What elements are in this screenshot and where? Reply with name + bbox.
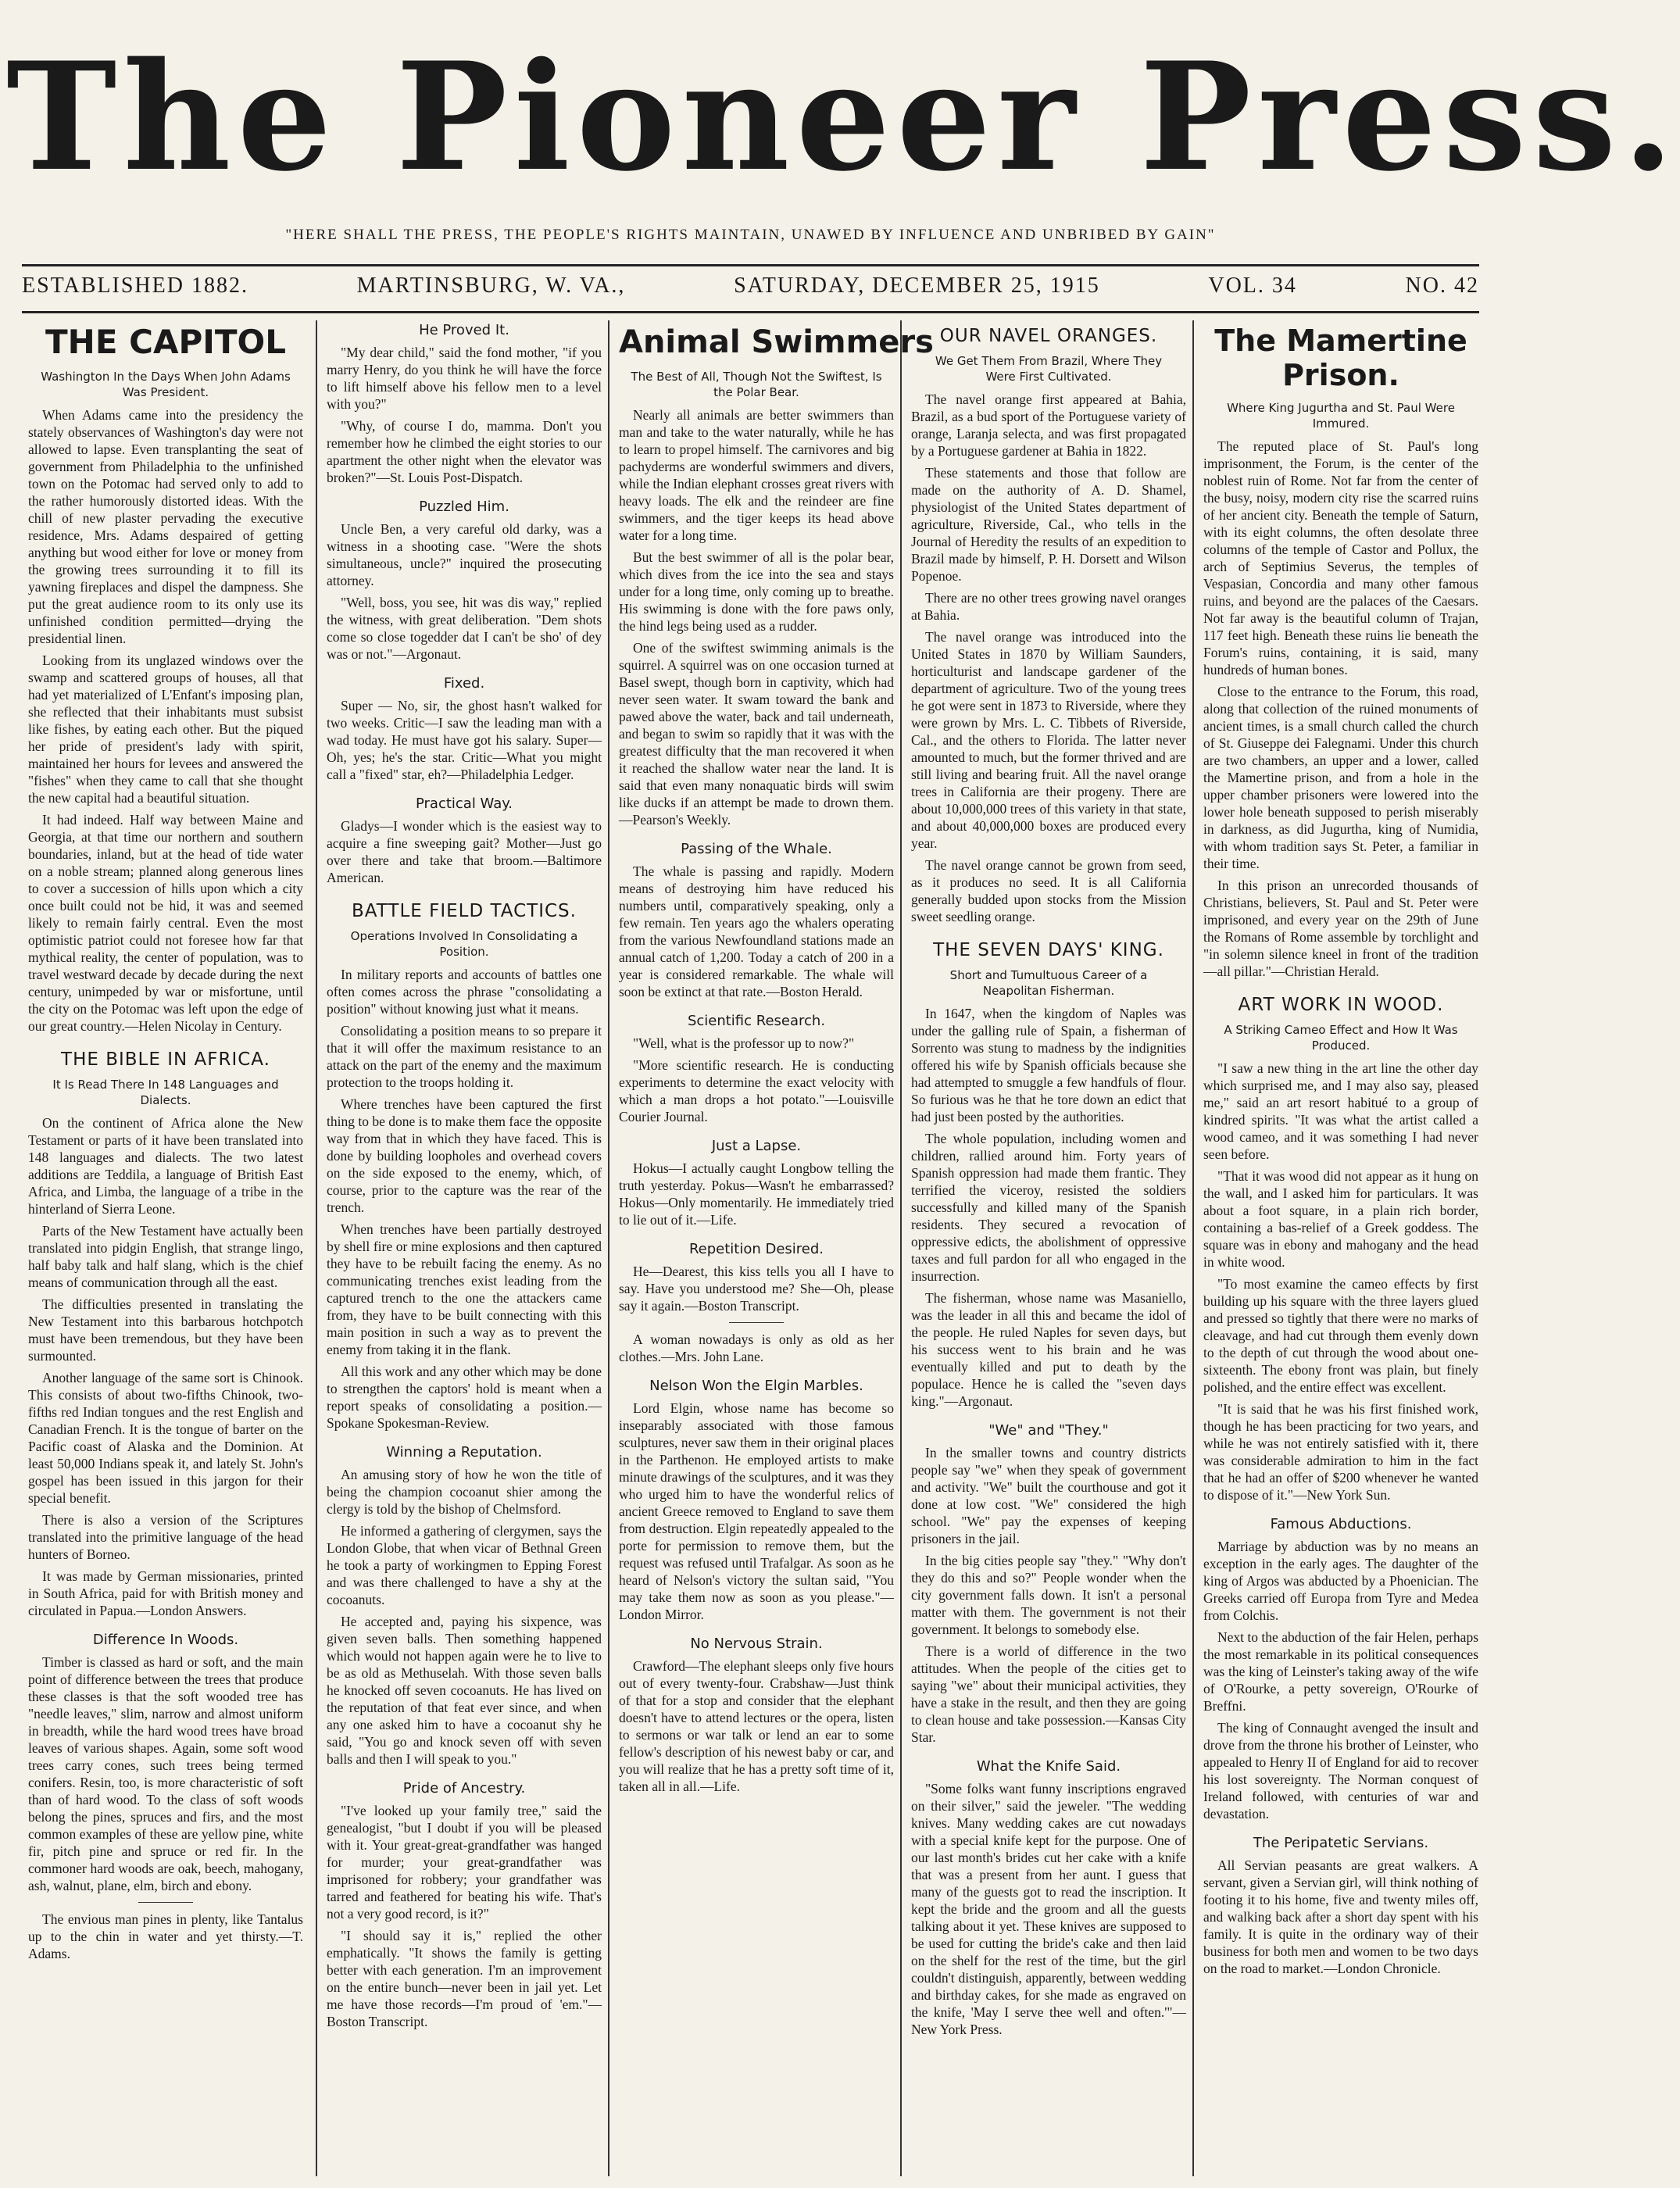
article-headline: OUR NAVEL ORANGES. bbox=[939, 326, 1158, 346]
article-paragraph: All Servian peasants are great walkers. A servant, given a Servian girl, will think nothing of footing it to his home, five and twenty miles off, and walking back after a short day spent with his family. It is quite in the ordinary way of their business for both men and women to be two days on the road to market.—London Chronicle. bbox=[1203, 1857, 1478, 1976]
article-deck: Where King Jugurtha and St. Paul Were Immured. bbox=[1227, 401, 1455, 431]
article-paragraph: He informed a gathering of clergymen, says the London Globe, that when vicar of Bethnal Green he took a party of workingmen to Epping Forest and was there challenged to have a shy at the cocoanuts. bbox=[327, 1523, 602, 1607]
article-paragraph: An amusing story of how he won the title of being the champion cocoanut shier among the clergy is told by the bishop of Chelmsford. bbox=[327, 1467, 602, 1517]
article-paragraph: The whole population, including women and children, rallied around him. Forty years of Spanish oppression had made them frantic. They terrified the viceroy, resisted the soldiers successfully and killed many of the Spanish residents. They secured a revocation of oppressive edicts, the abolishment of oppressive taxes and full pardon for all who engaged in the insurrection. bbox=[911, 1131, 1186, 1284]
article-headline: What the Knife Said. bbox=[976, 1758, 1121, 1775]
column-4 bbox=[911, 320, 1186, 2176]
article-headline: Fixed. bbox=[443, 675, 485, 692]
article-paragraph: When trenches have been partially destroyed by shell fire or mine explosions and then captured they have to be rebuilt facing the enemy. As no communicating trenches exist leading from the captured trench to the one the attackers came from, they have to be built connecting with this main position in such a way as to prevent the enemy from taking it in the flank. bbox=[327, 1221, 602, 1357]
article-paragraph: Uncle Ben, a very careful old darky, was a witness in a shooting case. "Were the shots simultaneous, uncle?" inquired the prosecuting attorney. bbox=[327, 521, 602, 588]
established: ESTABLISHED 1882. bbox=[22, 274, 248, 298]
masthead-motto: "HERE SHALL THE PRESS, THE PEOPLE'S RIGHTS MAINTAIN, UNAWED BY INFLUENCE AND UNBRIBED BY GAIN" bbox=[285, 227, 1216, 243]
article-paragraph: The king of Connaught avenged the insult and drove from the throne his brother of Leinster, who appealed to Henry II of England for aid to recover his lost sovereignty. The Norman conquest of Ireland followed, with centuries of war and devastation. bbox=[1203, 1720, 1478, 1822]
article-deck: A Striking Cameo Effect and How It Was Produced. bbox=[1224, 1023, 1458, 1053]
article-deck: Operations Involved In Consolidating a Position. bbox=[350, 929, 578, 959]
article-headline: "We" and "They." bbox=[988, 1422, 1109, 1439]
article-paragraph: Lord Elgin, whose name has become so inseparably associated with those famous sculptures, never saw them in their original places in the Parthenon. He employed artists to make minute drawings of the sculptures, and it was they who urged him to have the wonderful relics of ancient Greece removed to England to save them from destruction. Elgin repeatedly appealed to the porte for permission to remove them, but the request was refused until Trafalgar. As soon as he heard of Nelson's victory the sultan said, "You may take them now as soon as you please."—London Mirror. bbox=[619, 1400, 894, 1622]
article-deck: Washington In the Days When John Adams Was President. bbox=[41, 370, 291, 399]
article-headline: Practical Way. bbox=[415, 795, 513, 812]
article-paragraph: There is also a version of the Scriptures translated into the primitive language of the head hunters of Borneo. bbox=[28, 1512, 303, 1562]
article-paragraph: But the best swimmer of all is the polar bear, which dives from the ice into the sea and stays under for a long time, only coming up to breathe. His swimming is done with the fore paws only, the hind legs being used as a rudder. bbox=[619, 549, 894, 634]
article-paragraph: "Well, boss, you see, hit was dis way," replied the witness, with great deliberation. "Dem shots come so close togedder dat I can't be sho' of dey was or not."—Argonaut. bbox=[327, 595, 602, 662]
article-paragraph: The navel orange was introduced into the United States in 1870 by William Saunders, horticulturist and landscape gardener of the department of agriculture. Two of the young trees he got were sent in 1873 to Riverside, where they were grown by Mrs. L. C. Tibbets of Riverside, Cal., and the others to Florida. The latter never amounted to much, but the former thrived and are still living and bearing fruit. All the navel orange trees in California are their progeny. There are about 10,000,000 trees of this variety in that state, and about 40,000,000 boxes are produced every year. bbox=[911, 629, 1186, 851]
article-paragraph: The reputed place of St. Paul's long imprisonment, the Forum, is the center of the noblest ruin of Rome. Not far from the center of the busy, noisy, modern city rise the scarred ruins of her ancient city. Beneath the temple of Saturn, with its eight columns, the often desolate three columns of the temple of Castor and Pollux, the arch of Septimius Severus, the temples of Vespasian, Concordia and many other famous ruins, and beyond are the palaces of the Caesars. Not far away is the beautiful column of Trajan, 117 feet high. Beneath these ruins lie beneath the Forum's ruins, containing, it is said, many hundreds of human bones. bbox=[1203, 438, 1478, 677]
article-deck: We Get Them From Brazil, Where They Were First Cultivated. bbox=[935, 354, 1163, 384]
article-headline: Winning a Reputation. bbox=[386, 1444, 542, 1460]
dateline bbox=[22, 274, 1479, 305]
article-paragraph: Gladys—I wonder which is the easiest way to acquire a fine sweeping gait? Mother—Just go over there and take that broom.—Baltimore American. bbox=[327, 818, 602, 885]
article-deck: The Best of All, Though Not the Swiftest, Is the Polar Bear. bbox=[631, 370, 882, 399]
column-separator bbox=[900, 320, 902, 2176]
article-headline: He Proved It. bbox=[419, 322, 509, 338]
article-paragraph: One of the swiftest swimming animals is the squirrel. A squirrel was on one occasion turned at Basel swept, though born in captivity, which had never seen water. It swam toward the bank and pawed above the water, back and tail underneath, and began to swim so rapidly that it was with the greatest difficulty that the man recovered it when it reached the shallow water near the land. It is said that even many nonaquatic birds will swim like ducks if an attempt be made to drown them.—Pearson's Weekly. bbox=[619, 640, 894, 828]
masthead-rule-top bbox=[22, 264, 1479, 266]
article-paragraph: On the continent of Africa alone the New Testament or parts of it have been translated into 148 languages and dialects. The two latest additions are Teddila, a language of British East Africa, and Limba, the language of a tribe in the hinterland of Sierra Leone. bbox=[28, 1115, 303, 1217]
article-headline: Repetition Desired. bbox=[688, 1241, 824, 1257]
article-paragraph: Marriage by abduction was by no means an exception in the early ages. The daughter of the king of Argos was abducted by a Phoenician. The Greeks carried off Europa from Tyre and Medea from Colchis. bbox=[1203, 1539, 1478, 1623]
column-2 bbox=[327, 320, 602, 2176]
article-deck: It Is Read There In 148 Languages and Dialects. bbox=[52, 1078, 279, 1107]
article-headline: No Nervous Strain. bbox=[690, 1636, 823, 1652]
article-paragraph: Super — No, sir, the ghost hasn't walked for two weeks. Critic—I saw the leading man with a wad today. He must have got his salary. Super—Oh, yes; he's the star. Critic—What you might call a "fixed" star, eh?—Philadelphia Ledger. bbox=[327, 698, 602, 782]
article-headline: ART WORK IN WOOD. bbox=[1238, 995, 1444, 1015]
article-paragraph: In military reports and accounts of battles one often comes across the phrase "consolidating a position" without knowing just what it means. bbox=[327, 967, 602, 1017]
article-headline: THE CAPITOL bbox=[45, 323, 286, 361]
article-paragraph: Another language of the same sort is Chinook. This consists of about two-fifths Chinook, two-fifths red Indian tongues and the rest English and Canadian French. It is the tongue of barter on the Pacific coast of Alaska and the Dominion. At least 50,000 Indians speak it, and lately St. John's gospel has been issued in this jargon for their special benefit. bbox=[28, 1370, 303, 1506]
article-paragraph: "I've looked up your family tree," said the genealogist, "but I doubt if you will be pleased with it. Your great-great-grandfather was hanged for murder; your great-grandfather was imprisoned for robbery; your grandfather was tarred and feathered for beating his wife. That's not a very good record, is it?" bbox=[327, 1803, 602, 1922]
article-headline: Just a Lapse. bbox=[711, 1138, 802, 1154]
article-paragraph: In 1647, when the kingdom of Naples was under the galling rule of Spain, a fisherman of Sorrento was stung to madness by the indignities offered his wife by Spanish officials because she had attempted to smuggle a few handfuls of flour. So furious was he that he tore down an edict that had just been posted by the authorities. bbox=[911, 1006, 1186, 1124]
divider bbox=[138, 1902, 193, 1903]
column-3 bbox=[619, 320, 934, 2176]
article-headline: Scientific Research. bbox=[687, 1013, 826, 1029]
article-paragraph: The difficulties presented in translating the New Testament into this barbarous hotchpotch must have been tremendous, but they have been surmounted. bbox=[28, 1296, 303, 1364]
article-paragraph: It was made by German missionaries, printed in South Africa, paid for with British money and circulated in Papua.—London Answers. bbox=[28, 1568, 303, 1618]
article-paragraph: These statements and those that follow are made on the authority of A. D. Shamel, physiologist of the United States department of agriculture, Riverside, Cal., who tells in the Journal of Heredity the results of an expedition to Brazil made by himself, P. H. Dorsett and Wilson Popenoe. bbox=[911, 465, 1186, 584]
column-separator bbox=[1192, 320, 1194, 2176]
article-headline: Famous Abductions. bbox=[1270, 1516, 1412, 1532]
column-separator bbox=[608, 320, 609, 2176]
article-paragraph: In this prison an unrecorded thousands of Christians, believers, St. Paul and St. Peter were imprisoned, and every year on the 29th of June the Romans of Rome assemble by torchlight and "in solemn silence kneel in front of the tradition—all pillar."—Christian Herald. bbox=[1203, 878, 1478, 979]
article-paragraph: "That it was wood did not appear as it hung on the wall, and I asked him for particulars. It was about a foot square, in a plain rich border, containing a bas-relief of a Greek goddess. The square was in ebony and mahogany and the head in white wood. bbox=[1203, 1168, 1478, 1270]
article-paragraph: Hokus—I actually caught Longbow telling the truth yesterday. Pokus—Wasn't he embarrassed? Hokus—Only momentarily. He immediately tried to lie out of it.—Life. bbox=[619, 1160, 894, 1228]
article-paragraph: The navel orange first appeared at Bahia, Brazil, as a bud sport of the Portuguese variety of orange, Laranja selecta, and was first propagated by a Portuguese gardener at Bahia in 1822. bbox=[911, 391, 1186, 459]
article-paragraph: "More scientific research. He is conducting experiments to determine the exact velocity with which a man drops a hot potato."—Louisville Courier Journal. bbox=[619, 1057, 894, 1124]
article-headline: The Peripatetic Servians. bbox=[1253, 1835, 1429, 1851]
newspaper-page bbox=[6, 0, 1680, 2188]
article-paragraph: Parts of the New Testament have actually been translated into pidgin English, that strange lingo, half baby talk and half slang, which is the chief means of communication through all the east. bbox=[28, 1223, 303, 1290]
article-paragraph: The whale is passing and rapidly. Modern means of destroying him have reduced his numbers until, comparatively speaking, only a few remain. Ten years ago the whalers operating from the various Newfoundland stations made an annual catch of 1,200. Today a catch of 200 in a year is considered remarkable. The whale will soon be extinct at that rate.—Boston Herald. bbox=[619, 863, 894, 999]
masthead-rule-bottom bbox=[22, 311, 1479, 313]
article-paragraph: The envious man pines in plenty, like Tantalus up to the chin in water and yet thirsty.—T. Adams. bbox=[28, 1911, 303, 1961]
article-paragraph: The navel orange cannot be grown from seed, as it produces no seed. It is all California generally budded upon stocks from the Mission sweet seedling orange. bbox=[911, 857, 1186, 924]
masthead-title: The Pioneer Press. bbox=[6, 30, 1680, 204]
article-headline: BATTLE FIELD TACTICS. bbox=[352, 901, 577, 921]
volume: VOL. 34 bbox=[1208, 274, 1297, 298]
article-headline: Puzzled Him. bbox=[419, 499, 509, 515]
article-paragraph: "Why, of course I do, mamma. Don't you remember how he climbed the eight stories to our apartment the other night when the elevator was broken?"—St. Louis Post-Dispatch. bbox=[327, 418, 602, 485]
article-paragraph: "My dear child," said the fond mother, "if you marry Henry, do you think he will have the force to lift himself above his fellow men to a level with you?" bbox=[327, 345, 602, 412]
article-paragraph: "I should say it is," replied the other emphatically. "It shows the family is getting better with each generation. I'm an improvement on the entire bunch—never been in jail yet. Let me have those records—I'm proud of 'em."—Boston Transcript. bbox=[327, 1928, 602, 2029]
article-paragraph: "To most examine the cameo effects by first building up his square with the three layers glued and pressed so tightly that there were no marks of cleavage, and had cut through them evenly down to the depth of cut through the wood about one-sixteenth. The ebony front was plain, but finely polished, and the entire effect was excellent. bbox=[1203, 1276, 1478, 1395]
issue-date: SATURDAY, DECEMBER 25, 1915 bbox=[734, 274, 1100, 298]
article-headline: The Mamertine Prison. bbox=[1214, 324, 1467, 392]
article-headline: THE BIBLE IN AFRICA. bbox=[61, 1049, 270, 1070]
article-headline: Pride of Ancestry. bbox=[402, 1780, 526, 1797]
article-paragraph: Crawford—The elephant sleeps only five hours out of every twenty-four. Crabshaw—Just think of that for a stop and consider that the elephant doesn't have to attend lectures or the opera, listen to sermons or war talk or lend an ear to some fellow's description of his newest baby or car, and you will realize that he has a pretty soft time of it, taken all in all.—Life. bbox=[619, 1658, 894, 1794]
issue-number: NO. 42 bbox=[1405, 274, 1479, 298]
article-paragraph: Where trenches have been captured the first thing to be done is to make them face the opposite way from that in which they have faced. This is done by building loopholes and overhead covers on the side exposed to the enemy, which, of course, prior to the capture was the rear of the trench. bbox=[327, 1096, 602, 1215]
article-paragraph: The fisherman, whose name was Masaniello, was the leader in all this and became the idol of the people. He ruled Naples for seven days, but his success went to his brain and he was eventually killed and put to death by the populace. Hence he is called the "seven days king."—Argonaut. bbox=[911, 1290, 1186, 1409]
article-paragraph: Looking from its unglazed windows over the swamp and scattered groups of houses, all that had yet materialized of L'Enfant's imposing plan, she reflected that their inhabitants must subsist like fishes, by eating each other. But the piqued her pride of president's lady with spirit, maintained her hours for levees and answered the "fishes" when they came to call that she thought the new capital had a beautiful situation. bbox=[28, 652, 303, 806]
article-paragraph: "Some folks want funny inscriptions engraved on their silver," said the jeweler. "The wedding knives. Many wedding cakes are cut nowadays with a special knife kept for the purpose. One of our last month's brides cut her cake with a knife that was a present from her aunt. I guess that many of the guests got to read the inscription. It kept the bride and the groom and all the guests talking about it yet. These knives are supposed to be used for cutting the bride's cake and then laid on the shelf for the rest of the time, but the girl couldn't distinguish, apparently, between wedding and birthday cakes, for she made as engraved on the knife, 'May I serve thee well and often.'"—New York Press. bbox=[911, 1781, 1186, 2037]
article-headline: THE SEVEN DAYS' KING. bbox=[933, 940, 1164, 960]
divider bbox=[729, 1322, 784, 1323]
article-paragraph: Close to the entrance to the Forum, this road, along that collection of the ruined monuments of ancient times, is a small church called the church of St. Giuseppe dei Falegnami. Under this church are two chambers, an upper and a lower, called the Mamertine prison, and from a hole in the upper chamber prisoners were lowered into the lower hole beneath supposed to perish miserably in darkness, as did Jugurtha, king of Numidia, with whom tradition says St. Peter, a familiar in their time. bbox=[1203, 684, 1478, 871]
article-paragraph: A woman nowadays is only as old as her clothes.—Mrs. John Lane. bbox=[619, 1332, 894, 1364]
article-headline: Difference In Woods. bbox=[92, 1632, 239, 1648]
article-paragraph: Timber is classed as hard or soft, and the main point of difference between the trees that produce these classes is that the soft wooded tree has "needle leaves," slim, narrow and almost uniform in breadth, while the hard wood trees have broad leaves of various shapes. Again, some soft wood trees carry cones, such trees being termed conifers. Resin, too, is more characteristic of soft than of hard wood. To the class of soft woods belong the pines, spruces and firs, and the most common examples of these are yellow pine, white fir, pitch pine and spruce or red fir. In the commoner hard woods are oak, beech, mahogany, ash, walnut, plane, elm, birch and ebony. bbox=[28, 1654, 303, 1893]
article-headline: Animal Swimmers bbox=[619, 324, 934, 360]
article-deck: Short and Tumultuous Career of a Neapolitan Fisherman. bbox=[949, 968, 1148, 998]
article-paragraph: "It is said that he was his first finished work, though he has been practicing for two years, and while he was not entirely satisfied with it, there was considerable admiration to him in the fact that he had an offer of $200 whenever he wanted to dispose of it."—New York Sun. bbox=[1203, 1401, 1478, 1503]
column-separator bbox=[316, 320, 317, 2176]
article-paragraph: "I saw a new thing in the art line the other day which surprised me, and I may also say, pleased me," said an art resort habitué to a group of kindred spirits. "It was what the artist called a wood cameo, and it was something I had never seen before. bbox=[1203, 1060, 1478, 1162]
article-paragraph: Next to the abduction of the fair Helen, perhaps the most remarkable in its political consequences was the king of Leinster's taking away of the wife of O'Rourke, a petty sovereign, O'Rourke of Breffni. bbox=[1203, 1629, 1478, 1714]
column-1 bbox=[28, 320, 303, 2176]
article-paragraph: "Well, what is the professor up to now?" bbox=[633, 1035, 855, 1051]
column-5 bbox=[1203, 320, 1478, 2176]
article-paragraph: Consolidating a position means to so prepare it that it will offer the maximum resistance to an attack on the part of the enemy and the maximum protection to the troops holding it. bbox=[327, 1023, 602, 1090]
place: MARTINSBURG, W. VA., bbox=[356, 274, 626, 298]
article-paragraph: He accepted and, paying his sixpence, was given seven balls. Then something happened which would not happen again were he to live to be as old as Methuselah. With those seven balls he knocked off seven cocoanuts. He has lived on the reputation of that feat ever since, and when any one asked him to have a cocoanut shy he said, "You go and knock seven off with seven balls and then I will speak to you." bbox=[327, 1614, 602, 1767]
article-paragraph: There are no other trees growing navel oranges at Bahia. bbox=[911, 590, 1186, 623]
article-paragraph: He—Dearest, this kiss tells you all I have to say. Have you understood me? She—Oh, please say it again.—Boston Transcript. bbox=[619, 1264, 894, 1314]
article-headline: Nelson Won the Elgin Marbles. bbox=[649, 1378, 863, 1394]
article-paragraph: All this work and any other which may be done to strengthen the captors' hold is meant when a report speaks of consolidating a position.—Spokane Spokesman-Review. bbox=[327, 1364, 602, 1431]
article-paragraph: In the big cities people say "they." "Why don't they do this and so?" People wonder when the city government falls down. It isn't a personal matter with them. The government is not their government. It belongs to somebody else. bbox=[911, 1553, 1186, 1637]
article-paragraph: It had indeed. Half way between Maine and Georgia, at that time our northern and southern boundaries, inland, but at the head of tide water on a noble stream; planned along generous lines to cover a succession of hills upon which a city once built could not be hid, it was and seemed likely to remain fairly central. Even the most optimistic patriot could not foresee how far that mythical reality, the center of population, was to travel westward decade by decade during the next century, unimpeded by war or misfortune, until the city on the Potomac was left upon the edge of our great country.—Helen Nicolay in Century. bbox=[28, 812, 303, 1034]
article-paragraph: When Adams came into the presidency the stately observances of Washington's day were not allowed to lapse. Even transplanting the seat of government from Philadelphia to the unfinished town on the Potomac had served only to add to the rather humorously distorted ideas. With the chill of new plaster pervading the executive residence, Mrs. Adams despaired of getting anything but wood either for love or money from the growing trees surrounding it to fill its yawning fireplaces and dispel the dampness. She put the great audience room to its only use its unfinished condition permitted—drying the presidential linen. bbox=[28, 407, 303, 646]
article-paragraph: Nearly all animals are better swimmers than man and take to the water naturally, while he has to learn to propel himself. The carnivores and big pachyderms are wonderful swimmers and divers, while the Indian elephant crosses great rivers with heavy loads. The elk and the reindeer are fine swimmers, and the tiger keeps its head above water for a long time. bbox=[619, 407, 894, 543]
article-paragraph: In the smaller towns and country districts people say "we" when they speak of government and activity. "We" built the courthouse and got it done at low cost. "We" considered the high school. "We" pay the expenses of keeping prisoners in the jail. bbox=[911, 1445, 1186, 1546]
article-paragraph: There is a world of difference in the two attitudes. When the people of the cities get to saying "we" about their municipal activities, they have a stake in the result, and then they are going to clean house and take possession.—Kansas City Star. bbox=[911, 1643, 1186, 1745]
article-headline: Passing of the Whale. bbox=[681, 841, 832, 857]
